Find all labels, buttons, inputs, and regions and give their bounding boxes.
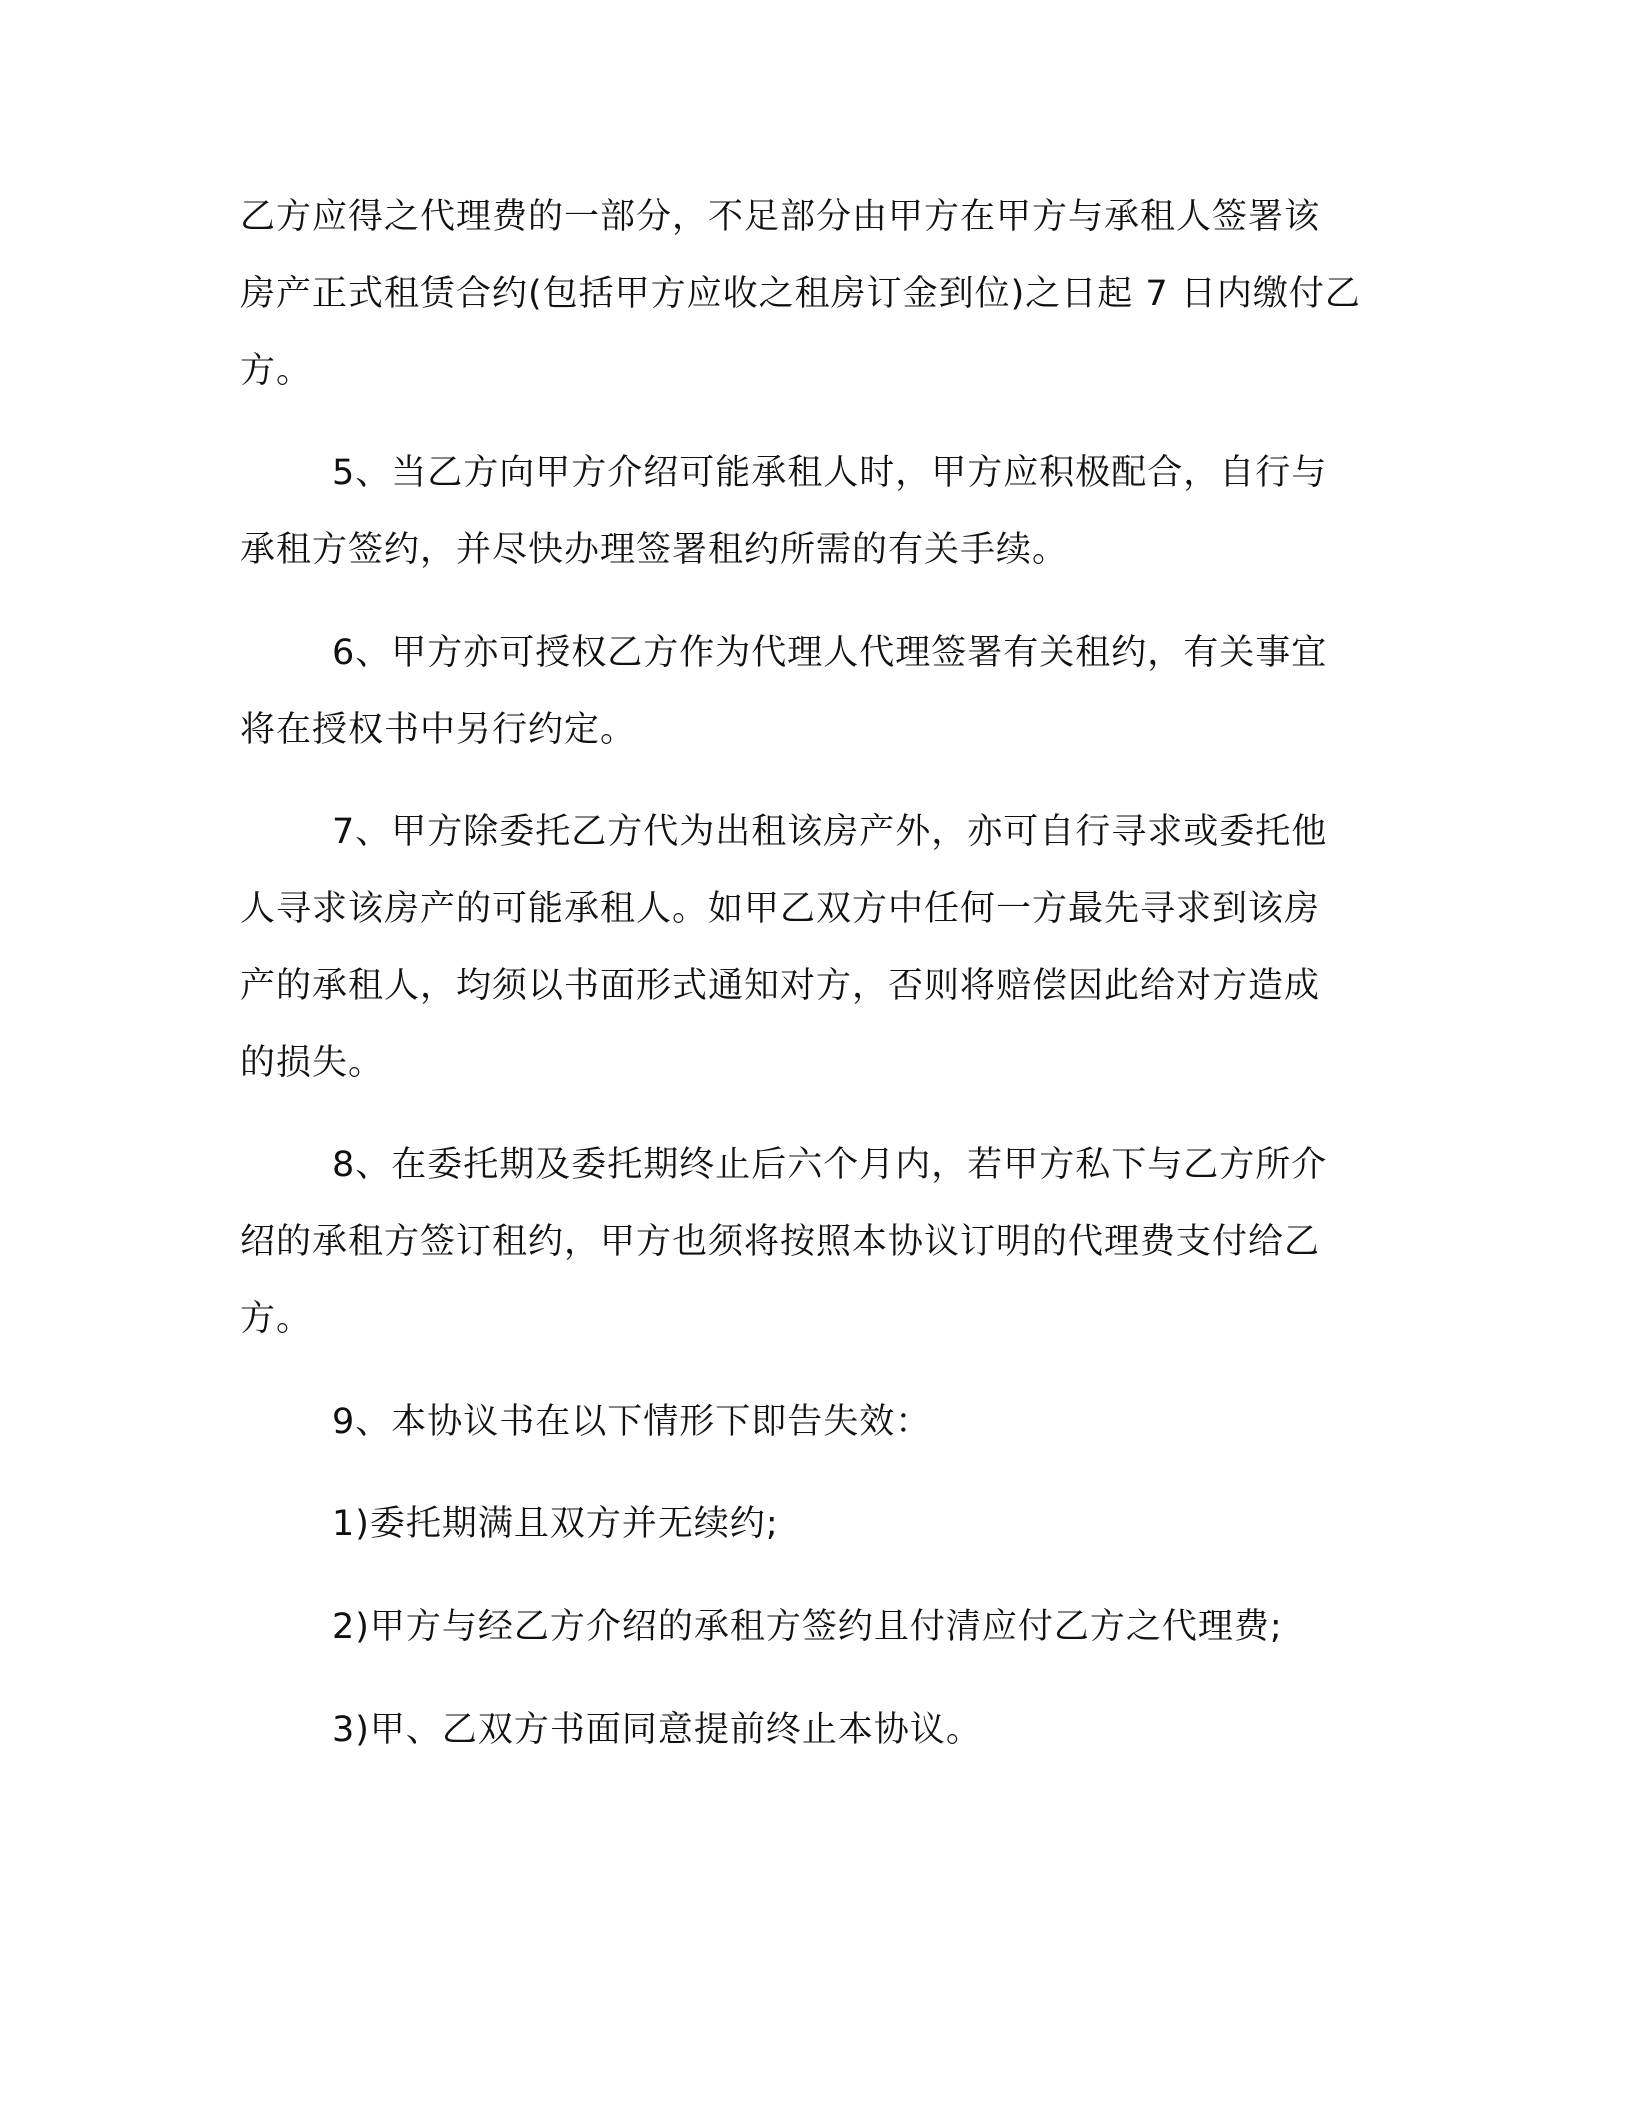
text-line: 3)甲、乙双方书面同意提前终止本协议。 bbox=[332, 1710, 982, 1750]
text-line: 产的承租人，均须以书面形式通知对方，否则将赔偿因此给对方造成 bbox=[240, 966, 1321, 1006]
text-line: 1)委托期满且双方并无续约; bbox=[332, 1504, 779, 1544]
text-line: 方。 bbox=[240, 1299, 313, 1339]
text-line: 绍的承租方签订租约，甲方也须将按照本协议订明的代理费支付给乙 bbox=[240, 1222, 1321, 1262]
text-line: 乙方应得之代理费的一部分，不足部分由甲方在甲方与承租人签署该 bbox=[240, 197, 1321, 237]
text-line: 承租方签约，并尽快办理签署租约所需的有关手续。 bbox=[240, 530, 1069, 570]
text-line: 6、甲方亦可授权乙方作为代理人代理签署有关租约，有关事宜 bbox=[332, 633, 1328, 673]
text-line: 房产正式租赁合约(包括甲方应收之租房订金到位)之日起 7 日内缴付乙 bbox=[240, 274, 1361, 314]
text-line: 人寻求该房产的可能承租人。如甲乙双方中任何一方最先寻求到该房 bbox=[240, 889, 1321, 929]
text-line: 2)甲方与经乙方介绍的承租方签约且付清应付乙方之代理费; bbox=[332, 1607, 1283, 1647]
text-line: 7、甲方除委托乙方代为出租该房产外，亦可自行寻求或委托他 bbox=[332, 812, 1328, 852]
text-line: 将在授权书中另行约定。 bbox=[240, 710, 637, 750]
text-line: 的损失。 bbox=[240, 1043, 385, 1083]
text-line: 5、当乙方向甲方介绍可能承租人时，甲方应积极配合，自行与 bbox=[332, 453, 1328, 493]
text-line: 方。 bbox=[240, 351, 313, 391]
text-line: 8、在委托期及委托期终止后六个月内，若甲方私下与乙方所介 bbox=[332, 1145, 1328, 1185]
text-line: 9、本协议书在以下情形下即告失效： bbox=[332, 1402, 932, 1442]
